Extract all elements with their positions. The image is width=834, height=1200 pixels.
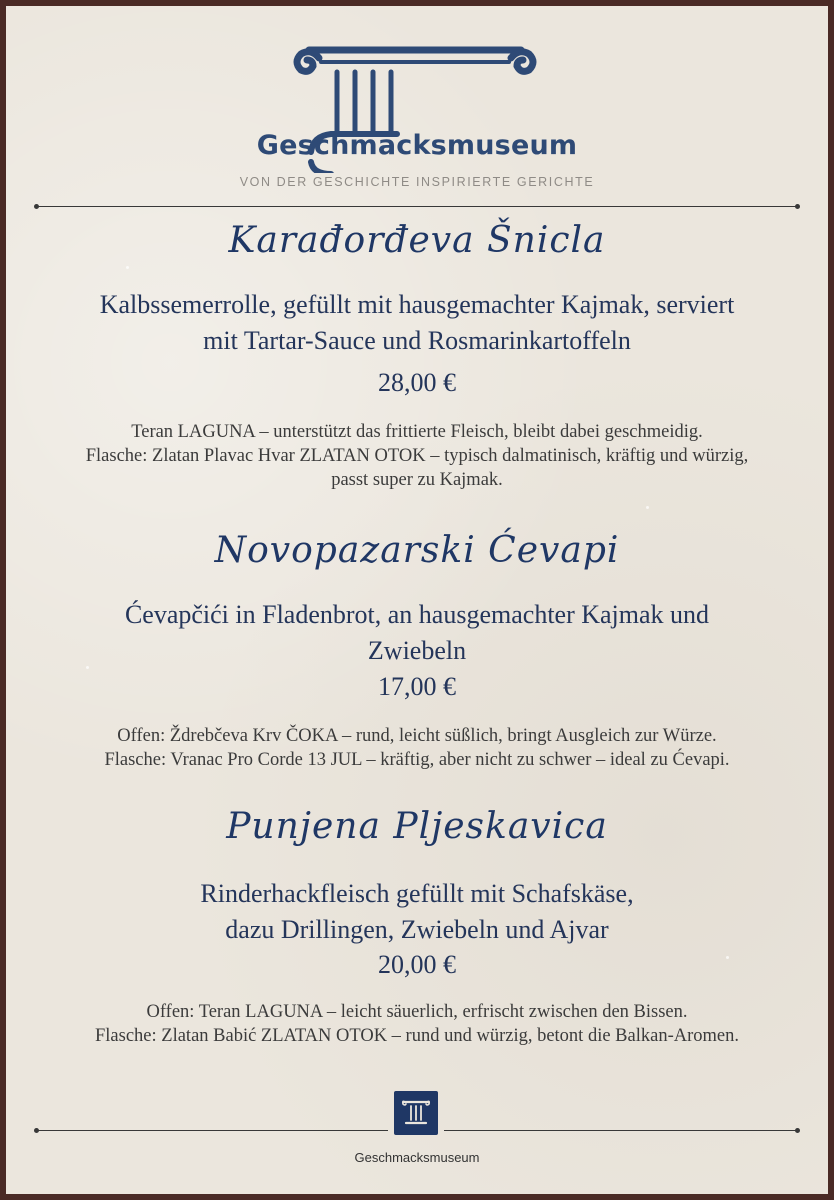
footer-brand-name: Geschmacksmuseum (354, 1150, 480, 1165)
footer-logo (394, 1091, 438, 1135)
paper-speck (646, 506, 649, 509)
brand-name: Geschmacksmuseum (256, 130, 578, 161)
paper-speck (126, 266, 129, 269)
wine-line: Offen: Ždrebčeva Krv ČOKA – rund, leicht süßlich, bringt Ausgleich zur Würze. (117, 726, 717, 746)
description-line: mit Tartar-Sauce und Rosmarinkartoffeln (203, 326, 631, 355)
wine-line: Flasche: Zlatan Plavac Hvar ZLATAN OTOK – typisch dalmatinisch, kräftig und würzig, (85, 446, 749, 466)
footer-divider-left (38, 1130, 388, 1131)
menu-header (6, 38, 828, 189)
brand-tagline: VON DER GESCHICHTE INSPIRIERTE GERICHTE (239, 175, 595, 189)
dish-title: Karađorđeva Šnicla (228, 220, 606, 261)
dish-description (26, 876, 808, 948)
wine-line: passt super zu Kajmak. (331, 470, 503, 490)
column-icon (394, 1091, 438, 1135)
dish-price: 20,00 € (378, 950, 456, 979)
wine-line: Flasche: Vranac Pro Corde 13 JUL – kräftig, aber nicht zu schwer – ideal zu Ćevapi. (104, 750, 730, 770)
dish-title: Punjena Pljeskavica (226, 806, 608, 847)
dish-title: Novopazarski Ćevapi (214, 530, 620, 571)
wine-line: Offen: Teran LAGUNA – leicht säuerlich, erfrischt zwischen den Bissen. (146, 1002, 688, 1022)
dish-price: 28,00 € (378, 368, 456, 397)
description-line: Ćevapčići in Fladenbrot, an hausgemachter Kajmak und (124, 600, 710, 629)
rule-dot-right (795, 1128, 800, 1133)
description-line: Kalbssemerrolle, gefüllt mit hausgemachter Kajmak, serviert (99, 290, 735, 319)
description-line: Rinderhackfleisch gefüllt mit Schafskäse, (200, 879, 634, 908)
description-line: Zwiebeln (367, 636, 467, 665)
footer-divider-right (444, 1130, 796, 1131)
rule-dot-right (795, 204, 800, 209)
wine-pairing (12, 420, 822, 492)
wine-line: Teran LAGUNA – unterstützt das frittierte Fleisch, bleibt dabei geschmeidig. (131, 422, 703, 442)
top-divider (38, 206, 796, 207)
wine-pairing (12, 724, 822, 772)
wine-line: Flasche: Zlatan Babić ZLATAN OTOK – rund und würzig, betont die Balkan-Aromen. (95, 1026, 739, 1046)
dish-description (26, 597, 808, 669)
dish-description (26, 287, 808, 359)
dish-price: 17,00 € (378, 672, 456, 701)
wine-pairing (12, 1000, 822, 1048)
description-line: dazu Drillingen, Zwiebeln und Ajvar (225, 915, 609, 944)
brand-logo (247, 38, 587, 173)
menu-page (6, 6, 828, 1194)
